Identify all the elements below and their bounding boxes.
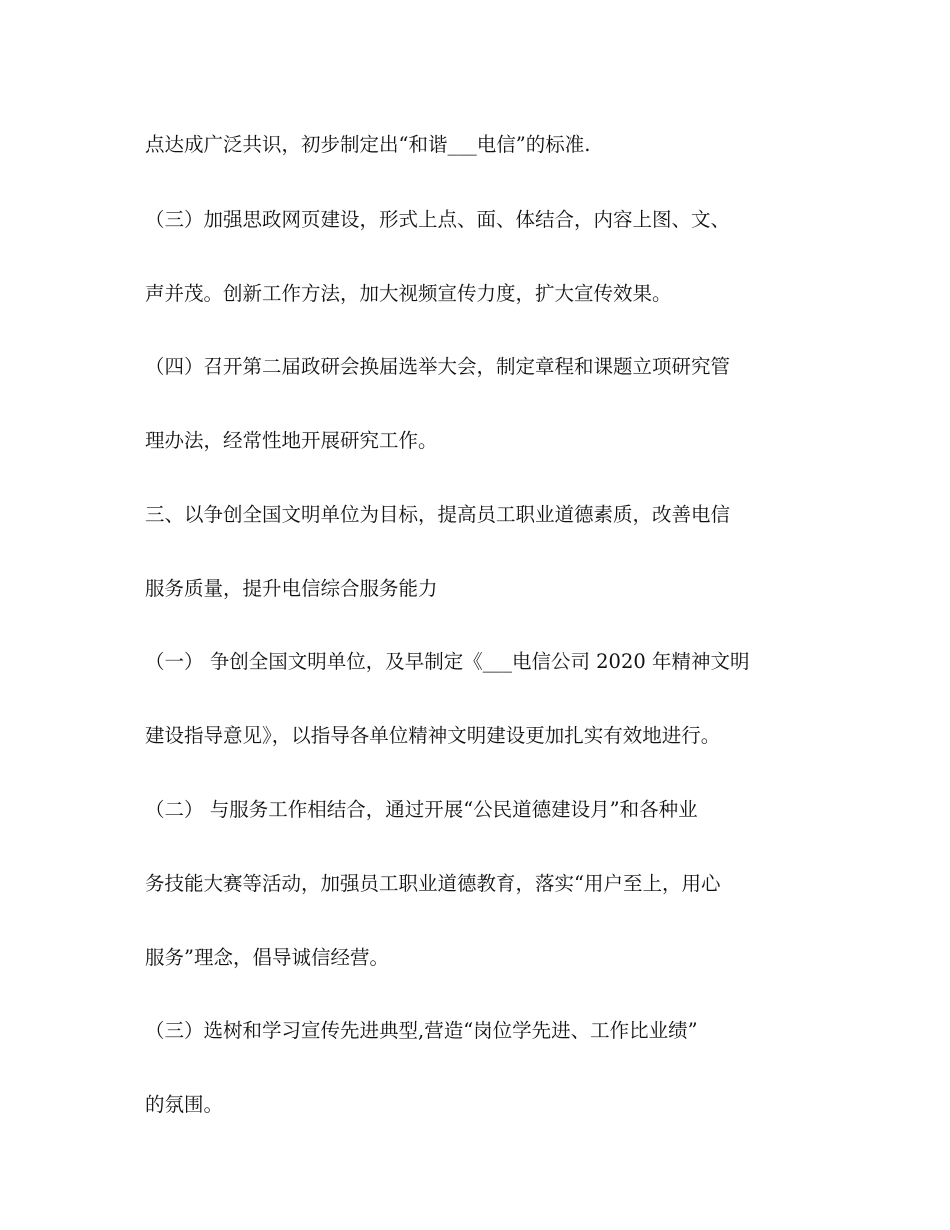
section-heading-continued: 服务质量，提升电信综合服务能力	[145, 577, 438, 600]
text-line: 的氛围。	[145, 1093, 224, 1116]
text-line: 声并茂。创新工作方法，加大视频宣传力度，扩大宣传效果。	[145, 282, 672, 305]
text-line: （三）选树和学习宣传先进典型,营造“岗位学先进、工作比业绩”	[145, 1019, 698, 1042]
text-line: 理办法，经常性地开展研究工作。	[145, 429, 438, 452]
text-line: 务技能大赛等活动，加强员工职业道德教育，落实“用户至上，用心	[145, 872, 721, 895]
text-line: 建设指导意见》，以指导各单位精神文明建设更加扎实有效地进行。	[145, 724, 721, 747]
text-line: （四）召开第二届政研会换届选举大会，制定章程和课题立项研究管	[145, 355, 731, 378]
text-line: 点达成广泛共识，初步制定出“和谐___电信”的标准.	[145, 133, 591, 156]
text-line: （二） 与服务工作相结合，通过开展“公民道德建设月”和各种业	[145, 798, 698, 821]
text-line: （一） 争创全国文明单位，及早制定《___电信公司 2020 年精神文明	[145, 650, 750, 673]
section-heading: 三、以争创全国文明单位为目标，提高员工职业道德素质，改善电信	[145, 503, 731, 526]
text-line: 服务”理念，倡导诚信经营。	[145, 946, 389, 969]
text-line: （三）加强思政网页建设，形式上点、面、体结合，内容上图、文、	[145, 208, 731, 231]
